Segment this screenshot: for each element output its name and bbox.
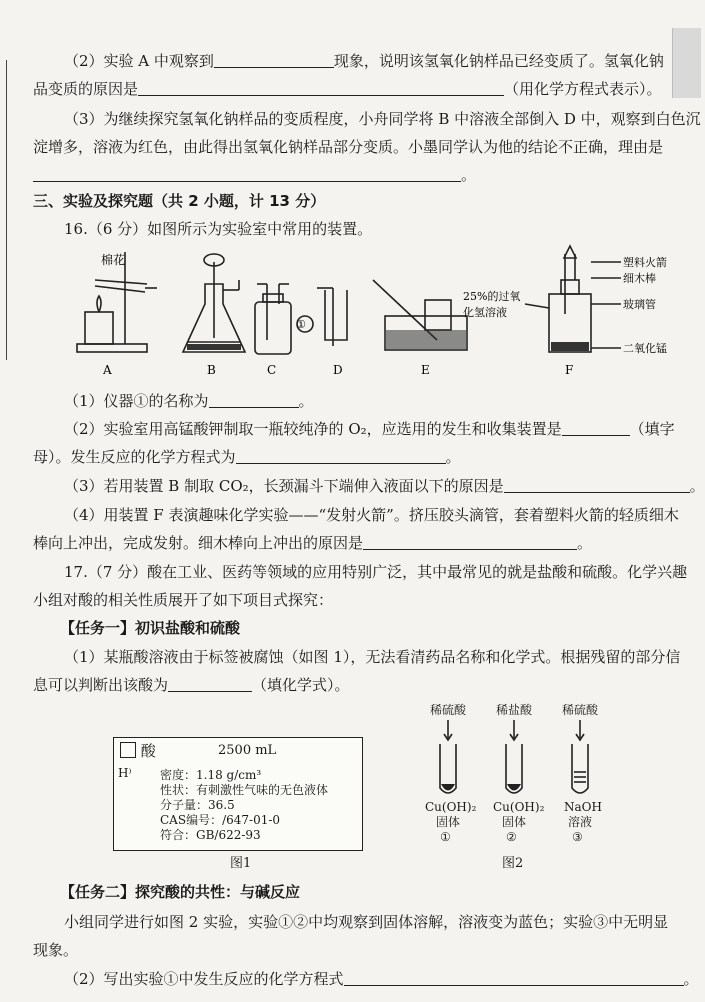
- q16-4-text-b: 棒向上冲出，完成发射。细木棒向上冲出的原因是: [33, 534, 364, 552]
- q17-2: [64, 970, 699, 988]
- h2o2-label-2: 化氢溶液: [463, 306, 507, 319]
- tube-3-substance: NaOH: [564, 800, 602, 814]
- q16-3: [64, 477, 705, 495]
- label-formula-partial: H⁾: [118, 766, 132, 780]
- answer-blank[interactable]: [562, 421, 630, 436]
- h2o2-label-1: 25%的过氧: [463, 290, 521, 303]
- q16-1-text: （1）仪器①的名称为: [64, 392, 209, 410]
- mno2-label: 二氧化锰: [623, 342, 667, 355]
- q16-4-line1: （4）用装置 F 表演趣味化学实验——“发射火箭”。挤压胶头滴管，套着塑料火箭的轻质细木: [64, 506, 679, 524]
- task-two-line1: 小组同学进行如图 2 实验，实验①②中均观察到固体溶解，溶液变为蓝色；实验③中无明显: [64, 913, 669, 931]
- label-standard: 符合：GB/622-93: [160, 828, 261, 842]
- task-one-heading: 【任务一】初识盐酸和硫酸: [60, 619, 241, 637]
- period: 。: [689, 477, 705, 495]
- q17-1-text-b: 息可以判断出该酸为: [33, 676, 169, 694]
- answer-blank[interactable]: [168, 677, 252, 692]
- apparatus-label-e: E: [421, 363, 430, 377]
- q16-2-text-b: （填字: [629, 420, 675, 438]
- q17-stem-2: 小组对酸的相关性质展开了如下项目式探究：: [33, 591, 334, 609]
- period: 。: [445, 448, 461, 466]
- label-volume: 2500 mL: [218, 743, 277, 758]
- q17-1-line2: [33, 676, 350, 694]
- answer-blank[interactable]: [33, 167, 461, 182]
- answer-blank[interactable]: [236, 449, 446, 464]
- apparatus-d-jar: [325, 290, 347, 340]
- apparatus-c-bottle: [255, 302, 291, 354]
- tube-3-reagent: 稀硫酸: [562, 703, 599, 717]
- period: 。: [683, 970, 699, 988]
- tube-3: [572, 744, 588, 793]
- tube-1-number: ①: [440, 830, 451, 844]
- q17-1-text-c: （填化学式）。: [252, 676, 350, 694]
- q16-1: [64, 392, 314, 410]
- tube-2-substance: Cu(OH)₂: [493, 800, 545, 814]
- label-cas: CAS编号：/647-01-0: [160, 813, 281, 827]
- q17-stem-1: 17.（7 分）酸在工业、医药等领域的应用特别广泛，其中最常见的就是盐酸和硫酸。化学兴趣: [64, 563, 688, 581]
- label-density: 密度：1.18 g/cm³: [160, 768, 262, 782]
- margin-stamp: [672, 28, 701, 98]
- q15-3-line2: 淀增多，溶液为红色，由此得出氢氧化钠样品部分变质。小墨同学认为他的结论不正确，理由是: [33, 138, 664, 156]
- q15-3-line1: （3）为继续探究氢氧化钠样品的变质程度，小舟同学将 B 中溶液全部倒入 D 中，观察到白色沉: [64, 110, 701, 128]
- q17-2-text: （2）写出实验①中发生反应的化学方程式: [64, 970, 344, 988]
- q15-2-text-a: （2）实验 A 中观察到: [64, 52, 214, 70]
- tube-1-reagent: 稀硫酸: [430, 703, 467, 717]
- apparatus-label-d: D: [333, 363, 343, 377]
- label-property: 性状：有刺激性气味的无色液体: [160, 783, 329, 797]
- answer-blank[interactable]: [138, 81, 504, 96]
- label-title-row: [120, 742, 156, 760]
- q15-2-line2: [33, 80, 662, 98]
- tube-2-number: ②: [506, 830, 517, 844]
- q15-2-text-c: 品变质的原因是: [33, 80, 139, 98]
- answer-blank[interactable]: [344, 971, 684, 986]
- label-molar-mass: 分子量：36.5: [160, 798, 235, 812]
- apparatus-a-base: [77, 344, 147, 352]
- q16-stem: 16.（6 分）如图所示为实验室中常用的装置。: [64, 220, 373, 238]
- apparatus-label-f: F: [565, 363, 574, 377]
- period: 。: [577, 534, 593, 552]
- glass-tube-label: 玻璃管: [623, 298, 656, 311]
- apparatus-label-b: B: [207, 363, 216, 377]
- page-binding-edge: [6, 60, 7, 360]
- figure-1-caption: 图1: [230, 856, 252, 871]
- lab-apparatus-figure: [55, 244, 667, 384]
- q16-2-line1: [64, 420, 675, 438]
- tube-3-number: ③: [572, 830, 583, 844]
- rocket-label: 塑料火箭: [623, 256, 667, 269]
- reagent-label-card: [113, 737, 363, 851]
- q16-4-line2: [33, 534, 592, 552]
- task-two-line2: 现象。: [33, 941, 79, 959]
- apparatus-label-a: A: [103, 363, 112, 377]
- answer-blank[interactable]: [363, 535, 577, 550]
- tube-3-state: 溶液: [568, 815, 593, 829]
- answer-blank[interactable]: [214, 53, 334, 68]
- q15-2-text-b: 现象，说明该氢氧化钠样品已经变质了。氢氧化钠: [333, 52, 664, 70]
- period: 。: [461, 166, 477, 184]
- instrument-one-label: ①: [296, 318, 306, 331]
- apparatus-label-c: C: [267, 363, 277, 377]
- tube-1-state: 固体: [436, 815, 461, 829]
- section-title: 三、实验及探究题（共 2 小题，计 13 分）: [33, 192, 326, 210]
- figure-2-test-tubes: [410, 700, 620, 880]
- q15-2-text-d: （用化学方程式表示）。: [504, 80, 662, 98]
- period: 。: [298, 392, 314, 410]
- figure-2-caption: 图2: [502, 856, 524, 871]
- label-acid: 酸: [140, 742, 156, 760]
- q16-2-text-a: （2）实验室用高锰酸钾制取一瓶较纯净的 O₂，应选用的发生和收集装置是: [64, 420, 562, 438]
- cotton-label: 棉花: [101, 253, 126, 267]
- answer-blank[interactable]: [504, 478, 690, 493]
- stick-label: 细木棒: [623, 272, 656, 285]
- q15-2-line1: [64, 52, 664, 70]
- tube-2-state: 固体: [502, 815, 527, 829]
- q16-2-text-c: 母）。发生反应的化学方程式为: [33, 448, 236, 466]
- q15-3-line3: [33, 166, 476, 184]
- q16-2-line2: [33, 448, 461, 466]
- tube-2-reagent: 稀盐酸: [496, 703, 533, 717]
- answer-blank[interactable]: [209, 393, 299, 408]
- q17-1-line1: （1）某瓶酸溶液由于标签被腐蚀（如图 1），无法看清药品名称和化学式。根据残留的部分信: [64, 648, 681, 666]
- task-two-heading: 【任务二】探究酸的共性：与碱反应: [60, 883, 301, 901]
- blank-box: [120, 742, 136, 758]
- q16-3-text: （3）若用装置 B 制取 CO₂，长颈漏斗下端伸入液面以下的原因是: [64, 477, 504, 495]
- tube-1-substance: Cu(OH)₂: [425, 800, 477, 814]
